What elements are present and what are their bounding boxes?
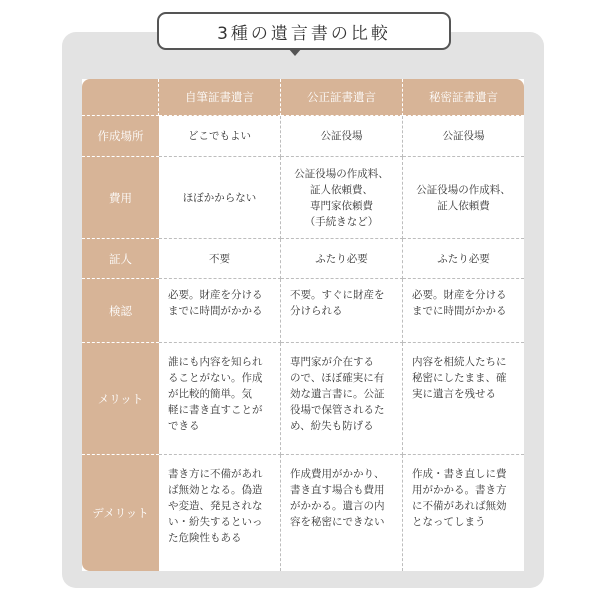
column-header-2: 公正証書遺言 [281, 79, 403, 116]
table-cell-cost-3: 公証役場の作成料、 証人依頼費 [403, 157, 524, 239]
table-cell-probate-2: 不要。すぐに財産を 分けられる [281, 279, 403, 343]
table-cell-location-3: 公証役場 [403, 116, 524, 157]
table-cell-merit-3: 内容を相続人たちに 秘密にしたまま、確 実に遺言を残せる [403, 343, 524, 455]
table-cell-merit-1: 誰にも内容を知られ ることがない。作成 が比較的簡単。気 軽に書き直すことが できる [159, 343, 281, 455]
table-cell-witness-3: ふたり必要 [403, 239, 524, 279]
table-cell-cost-1: ほぼかからない [159, 157, 281, 239]
table-cell-merit-2: 専門家が介在する ので、ほぼ確実に有 効な遺言書に。公証 役場で保管されるた め、紛失も防げる [281, 343, 403, 455]
table-cell-probate-1: 必要。財産を分ける までに時間がかかる [159, 279, 281, 343]
header-corner [82, 79, 159, 116]
row-header-cost: 費用 [82, 157, 159, 239]
table-cell-cost-2: 公証役場の作成料、 証人依頼費、 専門家依頼費 （手続きなど） [281, 157, 403, 239]
column-header-1: 自筆証書遺言 [159, 79, 281, 116]
row-header-probate: 検認 [82, 279, 159, 343]
table-cell-demerit-3: 作成・書き直しに費 用がかかる。書き方 に不備があれば無効 となってしまう [412, 468, 507, 528]
page-title: 3種の遺言書の比較 [157, 12, 451, 50]
table-cell-witness-1: 不要 [159, 239, 281, 279]
table-cell-probate-3: 必要。財産を分ける までに時間がかかる [403, 279, 524, 343]
row-header-demerit: デメリット [82, 455, 159, 571]
table-cell-location-2: 公証役場 [281, 116, 403, 157]
table-cell-location-1: どこでもよい [159, 116, 281, 157]
table-cell-demerit-2: 作成費用がかかり、 書き直す場合も費用 がかかる。遺言の内 容を秘密にできない [281, 455, 403, 571]
comparison-table [82, 79, 524, 571]
title-pointer [288, 48, 302, 56]
table-cell-demerit-1: 書き方に不備があれ ば無効となる。偽造 や変造、発見されな い・紛失するといっ た危険性もある [159, 455, 281, 571]
row-header-witness: 証人 [82, 239, 159, 279]
column-header-3: 秘密証書遺言 [403, 79, 524, 116]
row-header-location: 作成場所 [82, 116, 159, 157]
row-header-merit: メリット [82, 343, 159, 455]
table-cell-witness-2: ふたり必要 [281, 239, 403, 279]
